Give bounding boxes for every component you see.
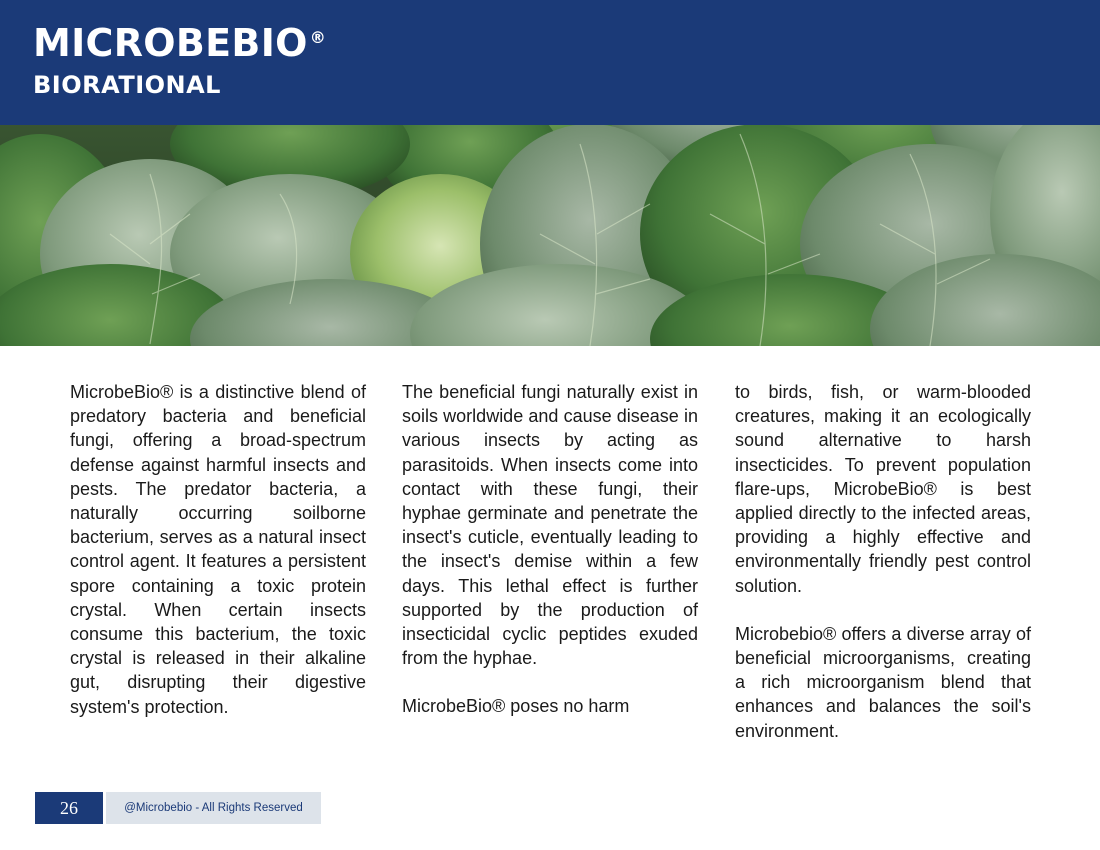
paragraph: The beneficial fungi naturally exist in soils worldwide and cause disease in various insects by acting as parasitoids. When insects come into contact with these fungi, their hyphae germinate and penetrate the insect's cuticle, eventually leading to the insect's demise within a few days. This lethal effect is further supported by the production of insecticidal cyclic peptides exuded from the hyphae. (402, 382, 698, 669)
text-column-1 (70, 380, 366, 719)
text-column-2 (402, 380, 698, 719)
copyright-notice: @Microbebio - All Rights Reserved (106, 792, 321, 824)
registered-mark: ® (309, 28, 327, 47)
paragraph: MicrobeBio® is a distinctive blend of predatory bacteria and beneficial fungi, offering a broad-spectrum defense against harmful insects and pests. The predator bacteria, a naturally occurring soilborne bacterium, serves as a natural insect control agent. It features a persistent spore containing a toxic protein crystal. When certain insects consume this bacterium, the toxic crystal is released in their alkaline gut, disrupting their digestive system's protection. (70, 382, 366, 717)
text-column-3 (735, 380, 1031, 767)
page-title (33, 21, 327, 65)
paragraph: to birds, fish, or warm-blooded creatures, making it an ecologically sound alternative to harsh insecticides. To prevent population flare-ups, MicrobeBio® is best applied directly to the infected areas, providing a highly effective and environmentally friendly pest control solution. (735, 382, 1031, 596)
paragraph: MicrobeBio® poses no harm (402, 696, 630, 717)
page-number: 26 (35, 792, 103, 824)
page-subtitle: BIORATIONAL (33, 71, 221, 99)
paragraph: Microbebio® offers a diverse array of beneficial microorganisms, creating a rich microorganism blend that enhances and balances the soil's environment. (735, 623, 1031, 741)
title-text: MICROBEBIO (33, 21, 308, 65)
header-banner (0, 0, 1100, 125)
